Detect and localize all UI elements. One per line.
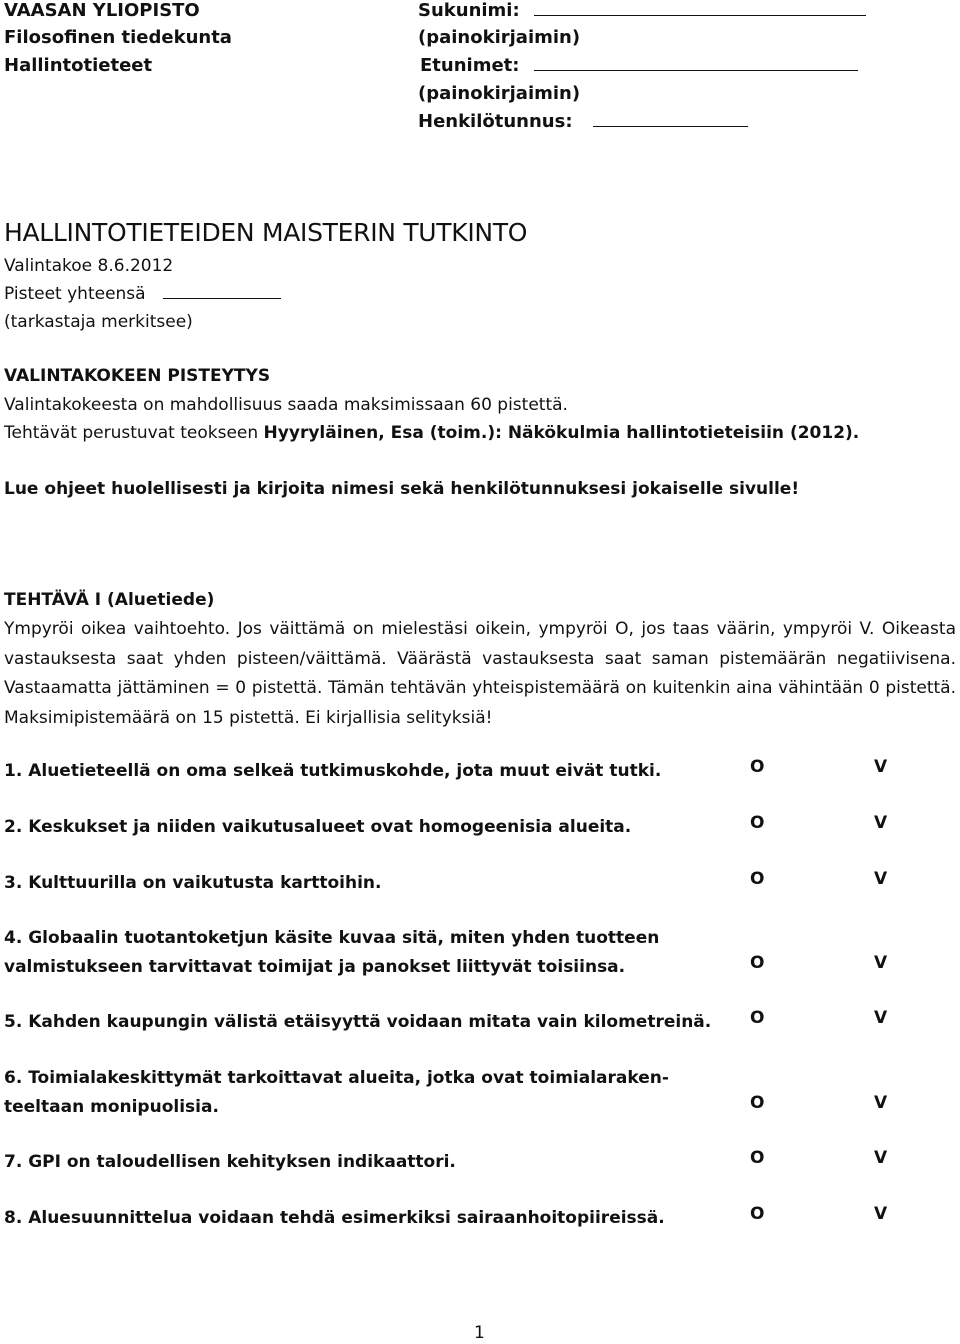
question-5: 5. Kahden kaupungin välistä etäisyyttä voidaan mitata vain kilometreinä. xyxy=(4,1012,712,1032)
question-6-line1: 6. Toimialakeskittymät tarkoittavat alueita, jotka ovat toimialaraken- xyxy=(4,1068,669,1088)
question-8: 8. Aluesuunnittelua voidaan tehdä esimerkiksi sairaanhoitopiireissä. xyxy=(4,1208,665,1228)
surname-label: Sukunimi: xyxy=(418,0,520,21)
question-2: 2. Keskukset ja niiden vaikutusalueet ovat homogeenisia alueita. xyxy=(4,817,632,837)
page-number: 1 xyxy=(474,1323,485,1343)
points-total-label: Pisteet yhteensä xyxy=(4,284,146,304)
question-7-option-v[interactable]: V xyxy=(874,1148,888,1168)
question-8-option-v[interactable]: V xyxy=(874,1204,888,1224)
question-1-option-o[interactable]: O xyxy=(750,757,765,777)
scoring-heading: VALINTAKOKEEN PISTEYTYS xyxy=(4,366,271,386)
based-on-prefix: Tehtävät perustuvat teokseen xyxy=(4,423,264,443)
question-1-option-v[interactable]: V xyxy=(874,757,888,777)
question-4-option-o[interactable]: O xyxy=(750,953,765,973)
faculty-name: Filosofinen tiedekunta xyxy=(4,27,232,48)
exam-title: HALLINTOTIETEIDEN MAISTERIN TUTKINTO xyxy=(4,218,528,247)
surname-note: (painokirjaimin) xyxy=(418,27,581,48)
question-3: 3. Kulttuurilla on vaikutusta karttoihin. xyxy=(4,873,382,893)
question-4-option-v[interactable]: V xyxy=(874,953,888,973)
question-2-option-v[interactable]: V xyxy=(874,813,888,833)
question-5-option-o[interactable]: O xyxy=(750,1008,765,1028)
question-4-line1: 4. Globaalin tuotantoketjun käsite kuvaa sitä, miten yhden tuotteen xyxy=(4,928,660,948)
question-8-option-o[interactable]: O xyxy=(750,1204,765,1224)
surname-row xyxy=(418,0,866,21)
department-name: Hallintotieteet xyxy=(4,55,153,76)
based-on-book: Hyyryläinen, Esa (toim.): Näkökulmia hallintotieteisiin (2012). xyxy=(263,423,860,443)
question-4-line2: valmistukseen tarvittavat toimijat ja panokset liittyvät toisiinsa. xyxy=(4,957,626,977)
question-5-option-v[interactable]: V xyxy=(874,1008,888,1028)
firstnames-row xyxy=(420,55,858,76)
surname-line[interactable] xyxy=(534,1,866,16)
scoring-instructions: Lue ohjeet huolellisesti ja kirjoita nimesi sekä henkilötunnuksesi jokaiselle sivulle! xyxy=(4,479,800,499)
points-total-row xyxy=(4,284,281,304)
firstnames-label: Etunimet: xyxy=(420,55,520,76)
question-6-option-v[interactable]: V xyxy=(874,1093,888,1113)
question-3-option-v[interactable]: V xyxy=(874,869,888,889)
id-line[interactable] xyxy=(593,112,748,127)
id-label: Henkilötunnus: xyxy=(418,111,573,132)
points-total-note: (tarkastaja merkitsee) xyxy=(4,312,193,332)
scoring-based-on xyxy=(4,423,859,443)
question-6-line2: teeltaan monipuolisia. xyxy=(4,1097,219,1117)
id-row xyxy=(418,111,748,132)
points-total-line[interactable] xyxy=(163,284,281,299)
question-7: 7. GPI on taloudellisen kehityksen indikaattori. xyxy=(4,1152,456,1172)
question-6-option-o[interactable]: O xyxy=(750,1093,765,1113)
question-7-option-o[interactable]: O xyxy=(750,1148,765,1168)
exam-date: Valintakoe 8.6.2012 xyxy=(4,256,174,276)
firstnames-note: (painokirjaimin) xyxy=(418,83,581,104)
firstnames-line[interactable] xyxy=(534,56,858,71)
scoring-max-points: Valintakokeesta on mahdollisuus saada maksimissaan 60 pistettä. xyxy=(4,395,568,415)
task1-heading: TEHTÄVÄ I (Aluetiede) xyxy=(4,590,215,610)
question-2-option-o[interactable]: O xyxy=(750,813,765,833)
university-name: VAASAN YLIOPISTO xyxy=(4,0,200,21)
question-1: 1. Aluetieteellä on oma selkeä tutkimuskohde, jota muut eivät tutki. xyxy=(4,761,662,781)
question-3-option-o[interactable]: O xyxy=(750,869,765,889)
task1-instructions: Ympyröi oikea vaihtoehto. Jos väittämä on mielestäsi oikein, ympyröi O, jos taas väärin, ympyröi V. Oikeasta vastauksesta saat yhden pisteen/väittämä. Väärästä vastauksesta saat saman pistemäärän negatiivisena. Vastaamatta jättäminen = 0 pistettä. Tämän tehtävän yhteispistemäärä on kuitenkin aina vähintään 0 pistettä. Maksimipistemäärä on 15 pistettä. Ei kirjallisia selityksiä! xyxy=(4,619,956,728)
